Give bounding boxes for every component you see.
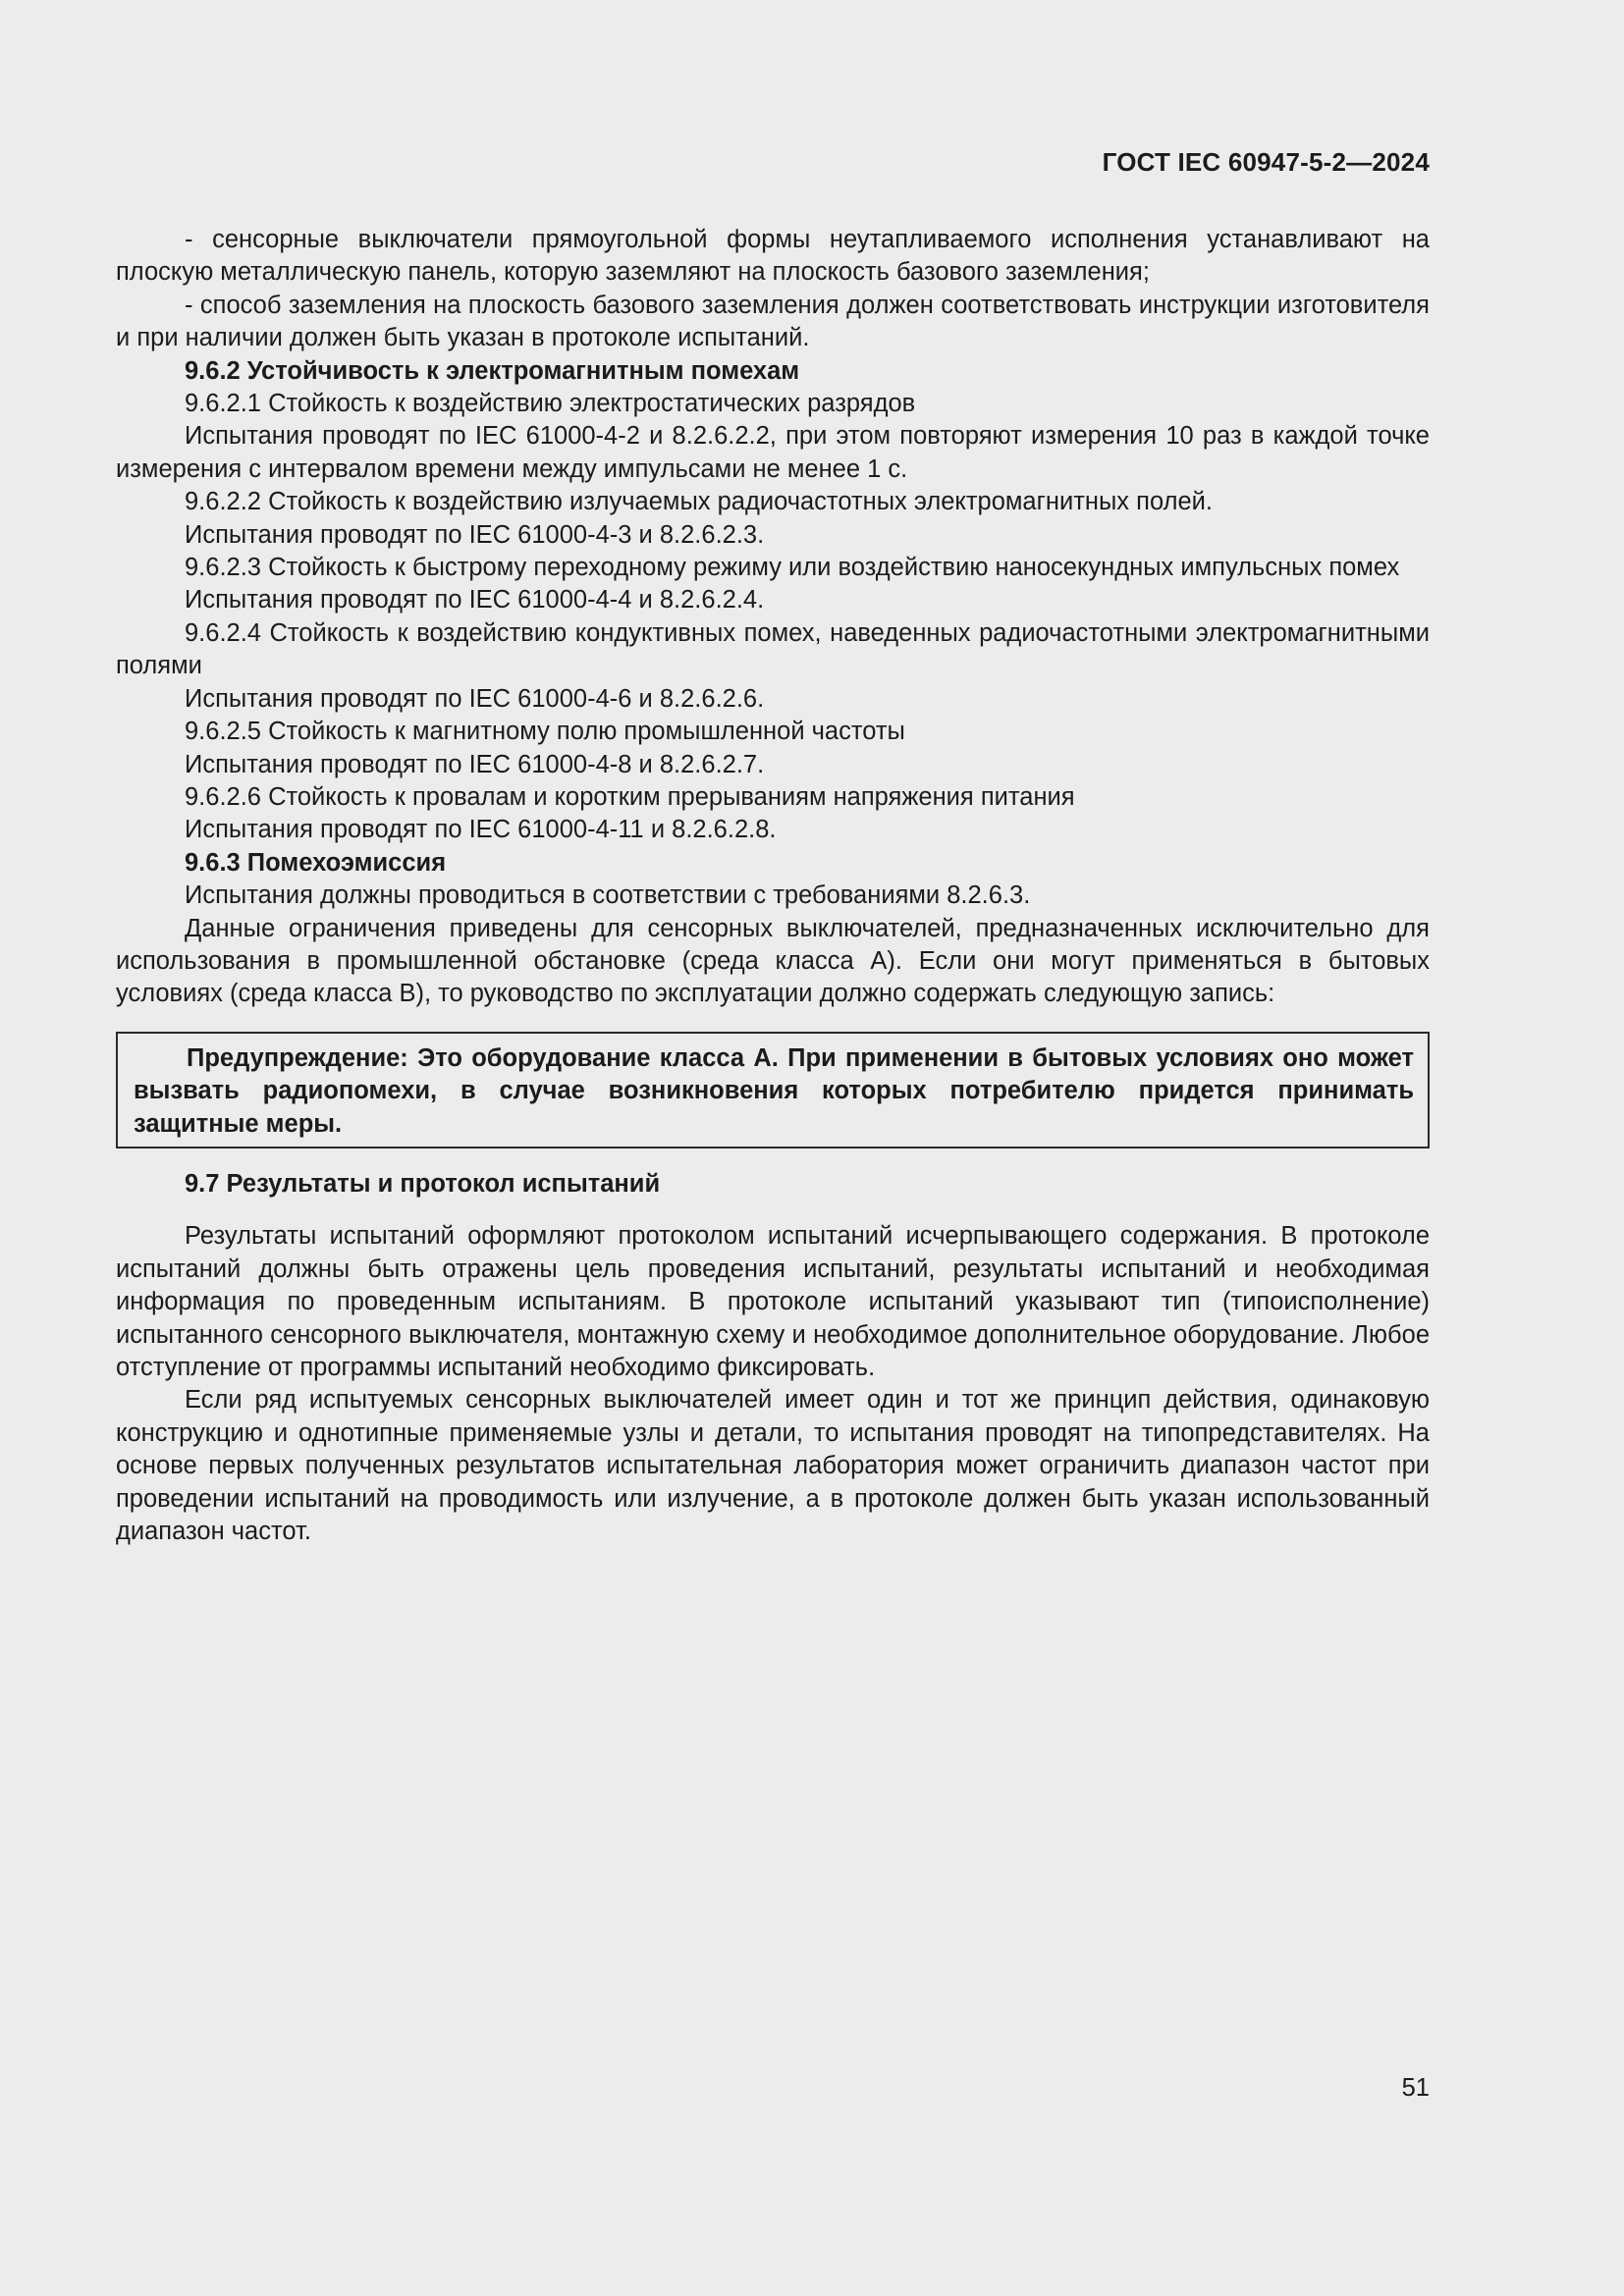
paragraph: Испытания проводят по IEC 61000-4-3 и 8.2.6.2.3. <box>185 520 765 549</box>
paragraph: Данные ограничения приведены для сенсорных выключателей, предназначенных исключительно для использования в промышленной обстановке (среда класса А). Если они могут применяться в бытовых условиях (среда класса В), то руководство по эксплуатации должно содержать следующую запись: <box>116 914 1430 1008</box>
section-heading-9-7: 9.7 Результаты и протокол испытаний <box>185 1169 661 1198</box>
paragraph: Результаты испытаний оформляют протоколом испытаний исчерпывающего содержания. В протоколе испытаний должны быть отражены цель проведения испытаний, результаты испытаний и необходимая информация по проведенным испытаниям. В протоколе испытаний указывают тип (типоисполнение) испытанного сенсорного выключателя, монтажную схему и необходимое дополнительное оборудование. Любое отступление от программы испытаний необходимо фиксировать. <box>116 1222 1430 1381</box>
paragraph: Испытания проводят по IEC 61000-4-11 и 8.2.6.2.8. <box>185 816 777 844</box>
section-heading-9-6-2: 9.6.2 Устойчивость к электромагнитным помехам <box>185 356 800 385</box>
subsection-title-9-6-2-2: 9.6.2.2 Стойкость к воздействию излучаемых радиочастотных электромагнитных полей. <box>185 488 1213 516</box>
warning-notice-box <box>116 1032 1430 1148</box>
section-heading-9-6-3: 9.6.3 Помехоэмиссия <box>185 848 447 877</box>
paragraph: Испытания проводят по IEC 61000-4-8 и 8.2.6.2.7. <box>185 750 765 778</box>
subsection-title-9-6-2-4: 9.6.2.4 Стойкость к воздействию кондуктивных помех, наведенных радиочастотными электромагнитными полями <box>116 618 1430 680</box>
subsection-title-9-6-2-6: 9.6.2.6 Стойкость к провалам и коротким прерываниям напряжения питания <box>185 782 1075 811</box>
subsection-title-9-6-2-1: 9.6.2.1 Стойкость к воздействию электростатических разрядов <box>185 390 916 418</box>
page-number: 51 <box>1401 2074 1430 2102</box>
subsection-title-9-6-2-5: 9.6.2.5 Стойкость к магнитному полю промышленной частоты <box>185 718 905 746</box>
paragraph: Испытания проводят по IEC 61000-4-2 и 8.2.6.2.2, при этом повторяют измерения 10 раз в каждой точке измерения с интервалом времени между импульсами не менее 1 с. <box>116 422 1430 483</box>
list-item: - способ заземления на плоскость базового заземления должен соответствовать инструкции изготовителя и при наличии должен быть указан в протоколе испытаний. <box>116 291 1430 352</box>
paragraph: Если ряд испытуемых сенсорных выключателей имеет один и тот же принцип действия, одинаковую конструкцию и однотипные применяемые узлы и детали, то испытания проводят на типопредставителях. На основе первых полученных результатов испытательная лаборатория может ограничить диапазон частот при проведении испытаний на проводимость или излучение, а в протоколе должен быть указан использованный диапазон частот. <box>116 1386 1430 1546</box>
paragraph: Испытания должны проводиться в соответствии с требованиями 8.2.6.3. <box>185 881 1031 910</box>
page-content <box>116 224 1430 1548</box>
warning-notice-text: Предупреждение: Это оборудование класса А. При применении в бытовых условиях оно может вызвать радиопомехи, в случае возникновения которых потребителю придется принимать защитные меры. <box>134 1043 1414 1138</box>
paragraph: Испытания проводят по IEC 61000-4-4 и 8.2.6.2.4. <box>185 586 765 614</box>
list-item: - сенсорные выключатели прямоугольной формы неутапливаемого исполнения устанавливают на плоскую металлическую панель, которую заземляют на плоскость базового заземления; <box>116 226 1430 287</box>
paragraph: Испытания проводят по IEC 61000-4-6 и 8.2.6.2.6. <box>185 684 765 713</box>
subsection-title-9-6-2-3: 9.6.2.3 Стойкость к быстрому переходному режиму или воздействию наносекундных импульсных помех <box>185 554 1400 582</box>
document-code-header: ГОСТ IEC 60947-5-2—2024 <box>1102 147 1430 177</box>
